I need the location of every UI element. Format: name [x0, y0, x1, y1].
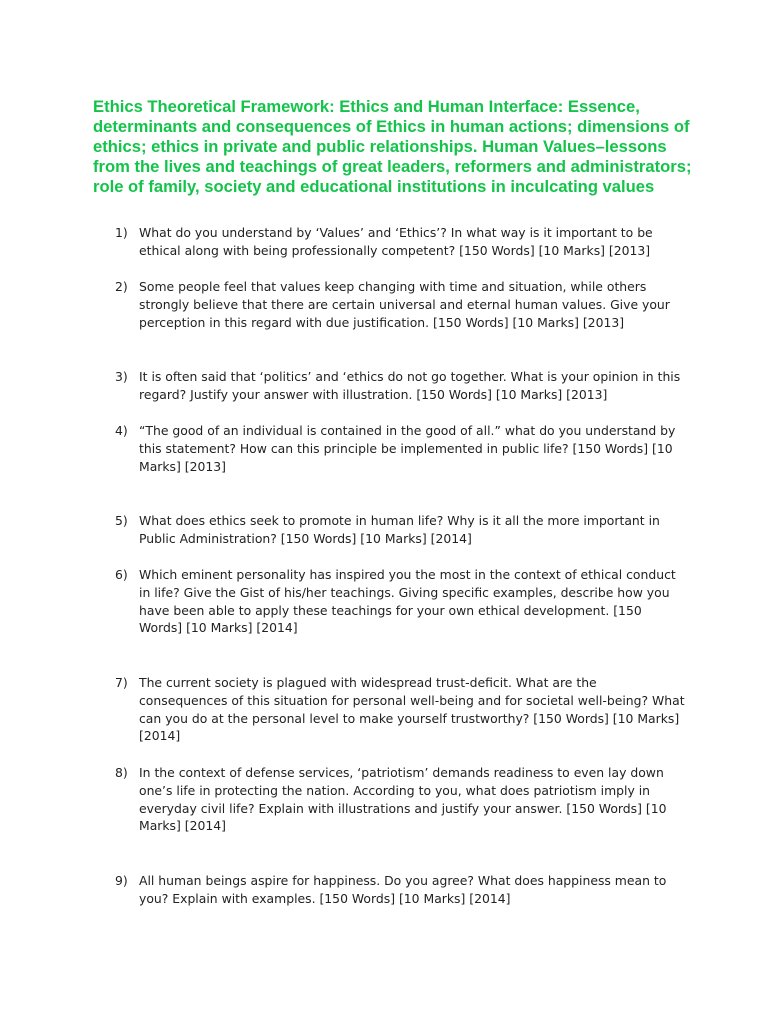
question-item [115, 422, 685, 475]
question-text: What do you understand by ‘Values’ and ‘Ethics’? In what way is it important to be ethical along with being professionally competent? [150 Words] [10 Marks] [2013] [139, 225, 653, 258]
question-number: 2) [115, 279, 128, 294]
question-number: 3) [115, 369, 128, 384]
question-number: 7) [115, 675, 128, 690]
question-number: 8) [115, 765, 128, 780]
document-heading: Ethics Theoretical Framework: Ethics and Human Interface: Essence, determinants and consequences of Ethics in human actions; dimensions of ethics; ethics in private and public relationships. Human Values–lessons from the lives and teachings of great leaders, reformers and administrators; role of family, society and educational institutions in inculcating values [93, 97, 692, 196]
question-item [115, 764, 685, 835]
question-text: The current society is plagued with widespread trust-deficit. What are the consequences of this situation for personal well-being and for societal well-being? What can you do at the personal level to make yourself trustworthy? [150 Words] [10 Marks] [2014] [139, 675, 685, 744]
question-number: 5) [115, 513, 128, 528]
question-number: 6) [115, 567, 128, 582]
question-number: 4) [115, 423, 128, 438]
question-text: Which eminent personality has inspired you the most in the context of ethical conduct in life? Give the Gist of his/her teachings. Giving specific examples, describe how you have been able to apply these teachings for your own ethical development. [150 Words] [10 Marks] [2014] [139, 567, 676, 636]
question-item [115, 872, 685, 908]
question-text: Some people feel that values keep changing with time and situation, while others strongly believe that there are certain universal and eternal human values. Give your perception in this regard with due justification. [150 Words] [10 Marks] [2013] [139, 279, 670, 330]
question-item [115, 224, 685, 260]
question-item [115, 278, 685, 331]
question-text: It is often said that ‘politics’ and ‘ethics do not go together. What is your opinion in this regard? Justify your answer with illustration. [150 Words] [10 Marks] [2013] [139, 369, 681, 402]
question-item [115, 566, 685, 637]
question-item [115, 368, 685, 404]
question-text: What does ethics seek to promote in human life? Why is it all the more important in Public Administration? [150 Words] [10 Marks] [2014] [139, 513, 660, 546]
question-number: 9) [115, 873, 128, 888]
question-text: All human beings aspire for happiness. Do you agree? What does happiness mean to you? Explain with examples. [150 Words] [10 Marks] [2014] [139, 873, 667, 906]
question-text: In the context of defense services, ‘patriotism’ demands readiness to even lay down one’s life in protecting the nation. According to you, what does patriotism imply in everyday civil life? Explain with illustrations and justify your answer. [150 Words] [10 Marks] [2014] [139, 765, 667, 834]
question-item [115, 674, 685, 745]
question-item [115, 512, 685, 548]
question-number: 1) [115, 225, 128, 240]
question-text: “The good of an individual is contained in the good of all.” what do you understand by this statement? How can this principle be implemented in public life? [150 Words] [10 Marks] [2013] [139, 423, 676, 474]
